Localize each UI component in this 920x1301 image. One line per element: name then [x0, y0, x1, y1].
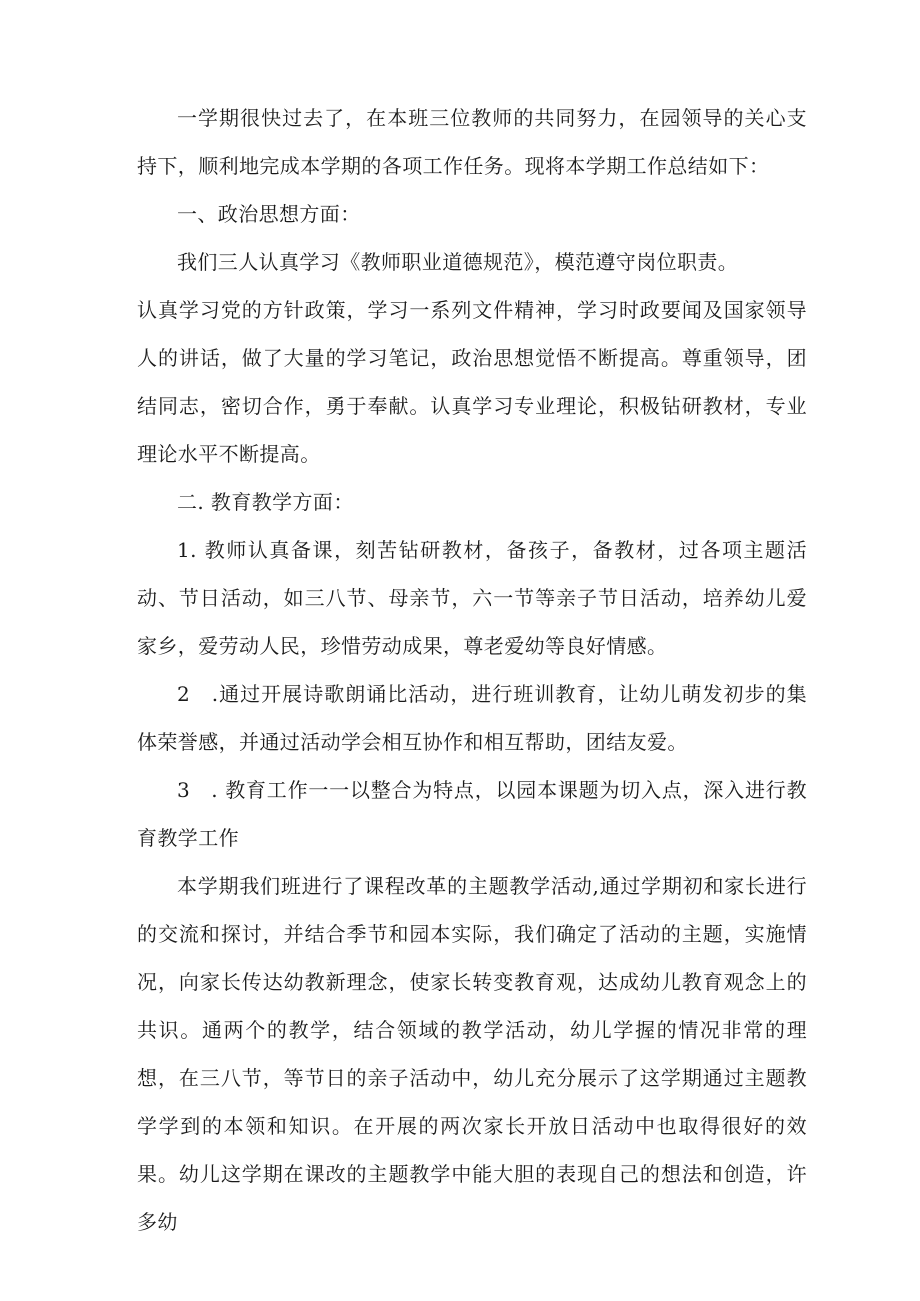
document-body [137, 94, 807, 1246]
teaching-item-3: 3 . 教育工作一一以整合为特点，以园本课题为切入点，深入进行教育教学工作 [137, 778, 807, 850]
curriculum-reform-paragraph: 本学期我们班进行了课程改革的主题教学活动,通过学期初和家长进行的交流和探讨，并结合季节和园本实际，我们确定了活动的主题，实施情况，向家长传达幼教新理念，使家长转变教育观，达成幼儿教育观念上的共识。通两个的教学，结合领域的教学活动，幼儿学握的情况非常的理想，在三八节，等节日的亲子活动中，幼儿充分展示了这学期通过主题教学学到的本领和知识。在开展的两次家长开放日活动中也取得很好的效果。幼儿这学期在课改的主题教学中能大胆的表现自己的想法和创造，许多幼 [137, 874, 807, 1234]
political-paragraph-1: 我们三人认真学习《教师职业道德规范》，模范遵守岗位职责。 [177, 250, 739, 274]
section-heading-political: 一、政治思想方面： [177, 202, 361, 226]
teaching-item-1: 1. 教师认真备课，刻苦钻研教材，备孩子，备教材，过各项主题活动、节日活动，如三八节、母亲节，六一节等亲子节日活动，培养幼儿爱家乡，爱劳动人民，珍惜劳动成果，尊老爱幼等良好情感。 [137, 538, 807, 658]
teaching-item-2: 2 .通过开展诗歌朗诵比活动，进行班训教育，让幼儿萌发初步的集体荣誉感，并通过活动学会相互协作和相互帮助，团结友爱。 [137, 682, 807, 754]
intro-paragraph: 一学期很快过去了，在本班三位教师的共同努力，在园领导的关心支持下，顺利地完成本学期的各项工作任务。现将本学期工作总结如下： [137, 106, 807, 178]
section-heading-teaching: 二. 教育教学方面： [177, 490, 354, 514]
political-paragraph-2: 认真学习党的方针政策，学习一系列文件精神，学习时政要闻及国家领导人的讲话，做了大量的学习笔记，政治思想觉悟不断提高。尊重领导，团结同志，密切合作，勇于奉献。认真学习专业理论，积极钻研教材，专业理论水平不断提高。 [137, 298, 807, 466]
